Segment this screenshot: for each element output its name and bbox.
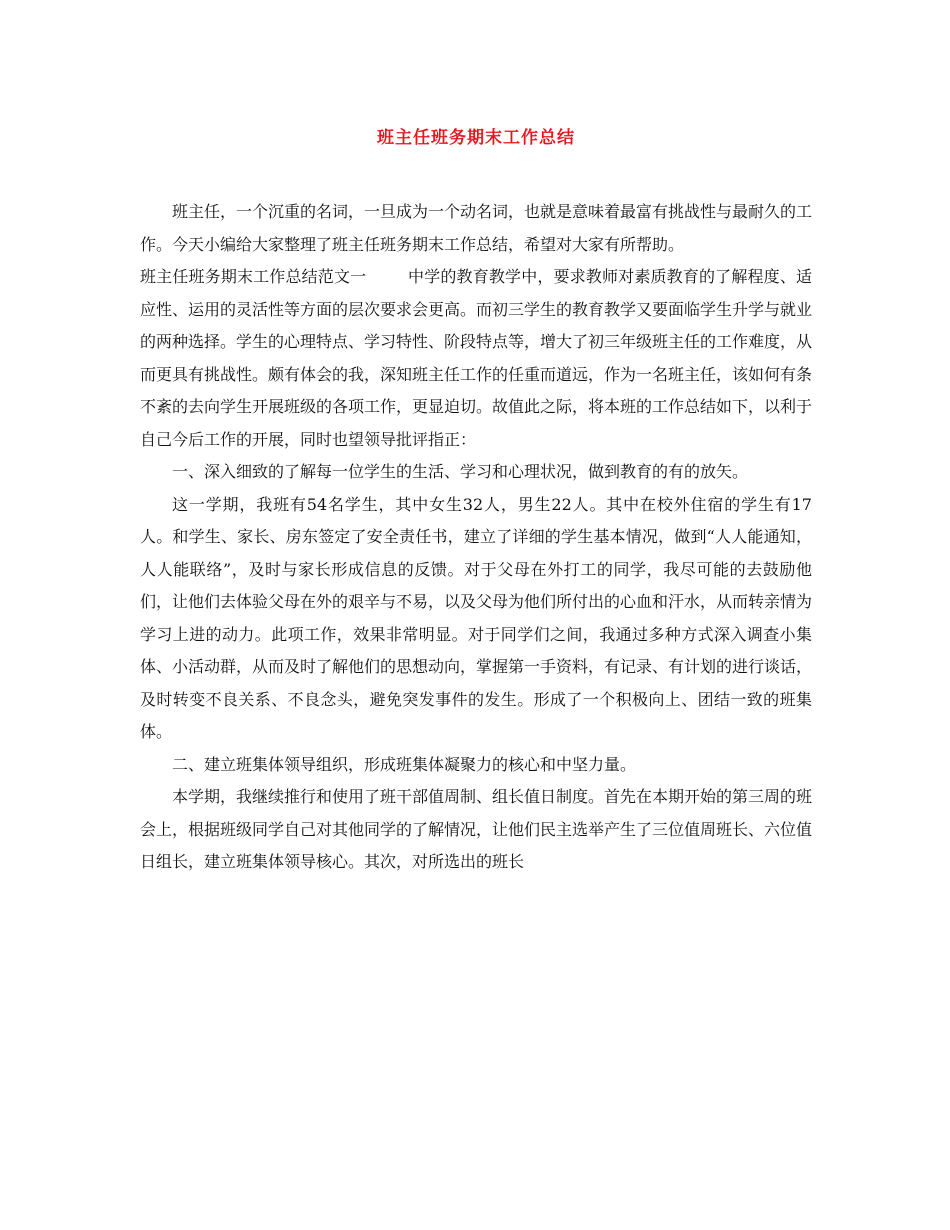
section2-heading: 二、建立班集体领导组织，形成班集体凝聚力的核心和中坚力量。 [172,754,637,774]
document-page [140,0,812,879]
section1-body: 这一学期，我班有54名学生，其中女生32人，男生22人。其中在校外住宿的学生有17人。和学生、家长、房东签定了安全责任书，建立了详细的学生基本情况，做到“人人能通知，人人能联络”，及时与家长形成信息的反馈。对于父母在外打工的同学，我尽可能的去鼓励他们，让他们去体验父母在外的艰辛与不易，以及父母为他们所付出的心血和汗水，从而转亲情为学习上进的动力。此项工作，效果非常明显。对于同学们之间，我通过多种方式深入调查小集体、小活动群，从而及时了解他们的思想动向，掌握第一手资料，有记录、有计划的进行谈话，及时转变不良关系、不良念头，避免突发事件的发生。形成了一个积极向上、团结一致的班集体。 [140,494,813,741]
intro-paragraph: 班主任，一个沉重的名词，一旦成为一个动名词，也就是意味着最富有挑战性与最耐久的工作。今天小编给大家整理了班主任班务期末工作总结，希望对大家有所帮助。 [140,202,813,254]
sample-paragraph [140,261,812,456]
sample-opening: 中学的教育教学中，要求教师对素质教育的了解程度、适应性、运用的灵活性等方面的层次要求会更高。而初三学生的教育教学又要面临学生升学与就业的两种选择。学生的心理特点、学习特性、阶段特点等，增大了初三年级班主任的工作难度，从而更具有挑战性。颇有体会的我，深知班主任工作的任重而道远，作为一名班主任，该如何有条不紊的去向学生开展班级的各项工作，更显迫切。故值此之际，将本班的工作总结如下，以利于自己今后工作的开展，同时也望领导批评指正： [140,267,813,449]
document-title: 班主任班务期末工作总结 [377,128,575,148]
section1-heading: 一、深入细致的了解每一位学生的生活、学习和心理状况，做到教育的有的放矢。 [172,462,749,481]
sample-heading: 班主任班务期末工作总结范文一 [140,267,367,286]
section2-body: 本学期，我继续推行和使用了班干部值周制、组长值日制度。首先在本期开始的第三周的班会上，根据班级同学自己对其他同学的了解情况，让他们民主选举产生了三位值周班长、六位值日组长，建立班集体领导核心。其次，对所选出的班长 [140,787,813,871]
document-body [140,196,812,879]
